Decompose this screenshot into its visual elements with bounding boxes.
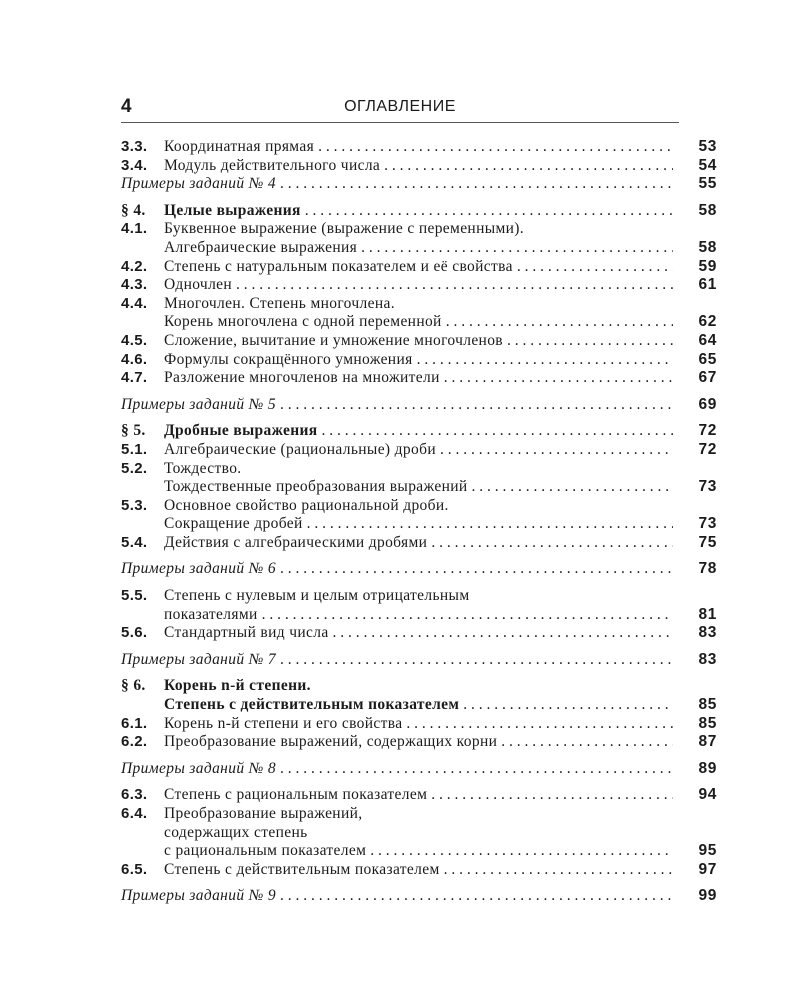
toc-line	[121, 805, 717, 824]
toc-examples	[121, 396, 717, 415]
toc-line	[121, 760, 717, 779]
toc-title: Дробные выражения	[164, 422, 318, 440]
toc-title: Модуль действительного числа	[164, 156, 381, 174]
toc-line	[121, 606, 717, 625]
toc-item	[121, 733, 717, 752]
toc-examples	[121, 887, 717, 906]
toc-line	[121, 258, 717, 277]
toc-title: Многочлен. Степень многочлена.	[164, 294, 395, 312]
toc-number: 4.6.	[121, 350, 148, 368]
toc-item	[121, 861, 717, 880]
toc-page-number: 78	[698, 560, 717, 578]
dot-leader	[513, 258, 673, 277]
toc-number: 4.7.	[121, 369, 148, 387]
toc-page-number: 72	[698, 440, 717, 458]
toc-page-number: 64	[698, 331, 717, 349]
dot-leader	[276, 887, 673, 906]
toc-page-number: 73	[698, 515, 717, 533]
toc-title: Преобразование выражений, содержащих корни	[164, 733, 498, 751]
dot-leader	[440, 369, 673, 388]
toc-line	[121, 786, 717, 805]
toc-number: 4.5.	[121, 331, 148, 349]
dot-leader	[258, 606, 673, 625]
toc-item	[121, 351, 717, 370]
toc-item	[121, 624, 717, 643]
toc-page-number: 85	[698, 714, 717, 732]
toc-chapter	[121, 677, 717, 714]
toc-page-number: 58	[698, 238, 717, 256]
toc-page-number: 95	[698, 842, 717, 860]
table-of-contents	[121, 138, 717, 906]
dot-leader	[427, 786, 673, 805]
dot-leader	[402, 715, 673, 734]
toc-number: § 5.	[121, 422, 146, 440]
toc-number: 6.5.	[121, 860, 148, 878]
dot-leader	[276, 651, 673, 670]
toc-line	[121, 887, 717, 906]
toc-line	[121, 332, 717, 351]
toc-item	[121, 332, 717, 351]
toc-page-number: 83	[698, 624, 717, 642]
toc-title: Корень многочлена с одной переменной	[164, 313, 442, 331]
toc-number: 4.1.	[121, 220, 148, 238]
toc-number: 5.2.	[121, 459, 148, 477]
dot-leader	[276, 760, 673, 779]
toc-title: Тождественные преобразования выражений	[164, 478, 468, 496]
toc-page-number: 58	[698, 201, 717, 219]
toc-title: с рациональным показателем	[164, 842, 367, 860]
dot-leader	[318, 422, 673, 441]
toc-number: 5.6.	[121, 624, 148, 642]
toc-item	[121, 786, 717, 805]
dot-leader	[357, 239, 673, 258]
toc-item	[121, 258, 717, 277]
toc-title: Основное свойство рациональной дроби.	[164, 496, 449, 514]
toc-title: Степень с натуральным показателем и её свойства	[164, 257, 513, 275]
toc-item	[121, 497, 717, 534]
toc-number: § 4.	[121, 201, 146, 219]
dot-leader	[497, 733, 673, 752]
toc-number: 4.4.	[121, 294, 148, 312]
toc-page-number: 61	[698, 276, 717, 294]
toc-line	[121, 460, 717, 479]
toc-number: 5.4.	[121, 533, 148, 551]
toc-title: Алгебраические (рациональные) дроби	[164, 440, 436, 458]
toc-title: Примеры заданий № 6	[121, 560, 276, 578]
toc-line	[121, 157, 717, 176]
toc-examples	[121, 651, 717, 670]
toc-line	[121, 313, 717, 332]
toc-title: Сложение, вычитание и умножение многочленов	[164, 331, 503, 349]
toc-page-number: 99	[698, 887, 717, 905]
toc-page-number: 69	[698, 395, 717, 413]
toc-page-number: 59	[698, 257, 717, 275]
toc-number: 3.4.	[121, 156, 148, 174]
toc-title: Координатная прямая	[164, 138, 315, 155]
toc-examples	[121, 175, 717, 194]
toc-item	[121, 805, 717, 861]
toc-title: Примеры заданий № 4	[121, 175, 276, 193]
toc-item	[121, 276, 717, 295]
toc-page-number: 53	[698, 138, 717, 155]
toc-item	[121, 138, 717, 157]
toc-page-number: 72	[698, 422, 717, 440]
toc-number: 5.1.	[121, 440, 148, 458]
toc-title: Степень с рациональным показателем	[164, 786, 428, 804]
toc-line	[121, 369, 717, 388]
toc-line	[121, 138, 717, 157]
toc-line	[121, 202, 717, 221]
toc-examples	[121, 760, 717, 779]
toc-item	[121, 441, 717, 460]
toc-title: Разложение многочленов на множители	[164, 369, 440, 387]
toc-line	[121, 733, 717, 752]
toc-line	[121, 295, 717, 314]
toc-line	[121, 351, 717, 370]
dot-leader	[459, 696, 673, 715]
toc-title: Алгебраические выражения	[164, 238, 358, 256]
toc-title: Степень с действительным показателем	[164, 696, 460, 714]
toc-page-number: 62	[698, 313, 717, 331]
toc-item	[121, 534, 717, 553]
toc-line	[121, 515, 717, 534]
dot-leader	[440, 861, 673, 880]
toc-number: 4.3.	[121, 276, 148, 294]
toc-page-number: 55	[698, 175, 717, 193]
dot-leader	[442, 313, 673, 332]
toc-line	[121, 478, 717, 497]
toc-page-number: 87	[698, 733, 717, 751]
toc-title: Тождество.	[164, 459, 242, 477]
toc-page-number: 65	[698, 350, 717, 368]
toc-number: 6.2.	[121, 733, 148, 751]
toc-line	[121, 534, 717, 553]
dot-leader	[413, 351, 673, 370]
toc-title: Степень с действительным показателем	[164, 860, 440, 878]
page-header	[121, 96, 679, 123]
toc-title: показателями	[164, 605, 258, 623]
toc-page-number: 73	[698, 478, 717, 496]
toc-page-number: 81	[698, 605, 717, 623]
toc-page-number: 89	[698, 759, 717, 777]
toc-number: 6.4.	[121, 805, 148, 822]
toc-title: Буквенное выражение (выражение с переменными).	[164, 220, 525, 238]
toc-title: Стандартный вид числа	[164, 624, 329, 642]
toc-line	[121, 175, 717, 194]
toc-title: Целые выражения	[164, 201, 301, 219]
toc-page-number: 67	[698, 369, 717, 387]
toc-page-number: 97	[698, 860, 717, 878]
dot-leader	[380, 157, 673, 176]
toc-page-number: 54	[698, 156, 717, 174]
toc-number: 6.1.	[121, 714, 148, 732]
toc-item	[121, 460, 717, 497]
toc-number: 3.3.	[121, 138, 148, 155]
dot-leader	[436, 441, 673, 460]
toc-line	[121, 651, 717, 670]
toc-line	[121, 677, 717, 696]
toc-line	[121, 220, 717, 239]
toc-line	[121, 824, 717, 843]
toc-number: 5.3.	[121, 496, 148, 514]
toc-item	[121, 587, 717, 624]
dot-leader	[303, 515, 673, 534]
dot-leader	[276, 396, 673, 415]
toc-page-number: 83	[698, 650, 717, 668]
toc-chapter	[121, 202, 717, 221]
dot-leader	[314, 138, 673, 157]
toc-number: 6.3.	[121, 786, 148, 804]
toc-line	[121, 441, 717, 460]
toc-title: Примеры заданий № 5	[121, 395, 276, 413]
toc-page-number: 75	[698, 533, 717, 551]
toc-item	[121, 369, 717, 388]
dot-leader	[301, 202, 673, 221]
toc-item	[121, 715, 717, 734]
toc-title: Формулы сокращённого умножения	[164, 350, 413, 368]
toc-line	[121, 861, 717, 880]
toc-title: Примеры заданий № 8	[121, 759, 276, 777]
toc-line	[121, 239, 717, 258]
toc-line	[121, 624, 717, 643]
toc-line	[121, 715, 717, 734]
toc-line	[121, 422, 717, 441]
dot-leader	[329, 624, 673, 643]
toc-line	[121, 396, 717, 415]
dot-leader	[232, 276, 673, 295]
toc-title: Корень n-й степени и его свойства	[164, 714, 403, 732]
dot-leader	[468, 478, 673, 497]
dot-leader	[276, 175, 673, 194]
dot-leader	[366, 842, 673, 861]
toc-title: Преобразование выражений,	[164, 805, 363, 822]
toc-page-number: 94	[698, 786, 717, 804]
page-title: ОГЛАВЛЕНИЕ	[344, 98, 456, 115]
toc-title: Примеры заданий № 9	[121, 887, 276, 905]
toc-line	[121, 497, 717, 516]
toc-line	[121, 842, 717, 861]
toc-line	[121, 560, 717, 579]
page-number: 4	[121, 96, 132, 117]
toc-title: содержащих степень	[164, 823, 308, 841]
toc-title: Примеры заданий № 7	[121, 650, 276, 668]
dot-leader	[427, 534, 673, 553]
toc-number: 5.5.	[121, 587, 148, 605]
toc-line	[121, 276, 717, 295]
toc-item	[121, 295, 717, 332]
toc-title: Действия с алгебраическими дробями	[164, 533, 428, 551]
toc-page-number: 85	[698, 696, 717, 714]
toc-line	[121, 587, 717, 606]
toc-examples	[121, 560, 717, 579]
toc-number: § 6.	[121, 677, 146, 695]
toc-title: Одночлен	[164, 276, 233, 294]
toc-title: Степень с нулевым и целым отрицательным	[164, 587, 470, 605]
toc-chapter	[121, 422, 717, 441]
dot-leader	[276, 560, 673, 579]
toc-item	[121, 220, 717, 257]
toc-line	[121, 696, 717, 715]
dot-leader	[503, 332, 673, 351]
toc-number: 4.2.	[121, 257, 148, 275]
toc-title: Корень n-й степени.	[164, 677, 311, 695]
toc-title: Сокращение дробей	[164, 515, 303, 533]
toc-item	[121, 157, 717, 176]
